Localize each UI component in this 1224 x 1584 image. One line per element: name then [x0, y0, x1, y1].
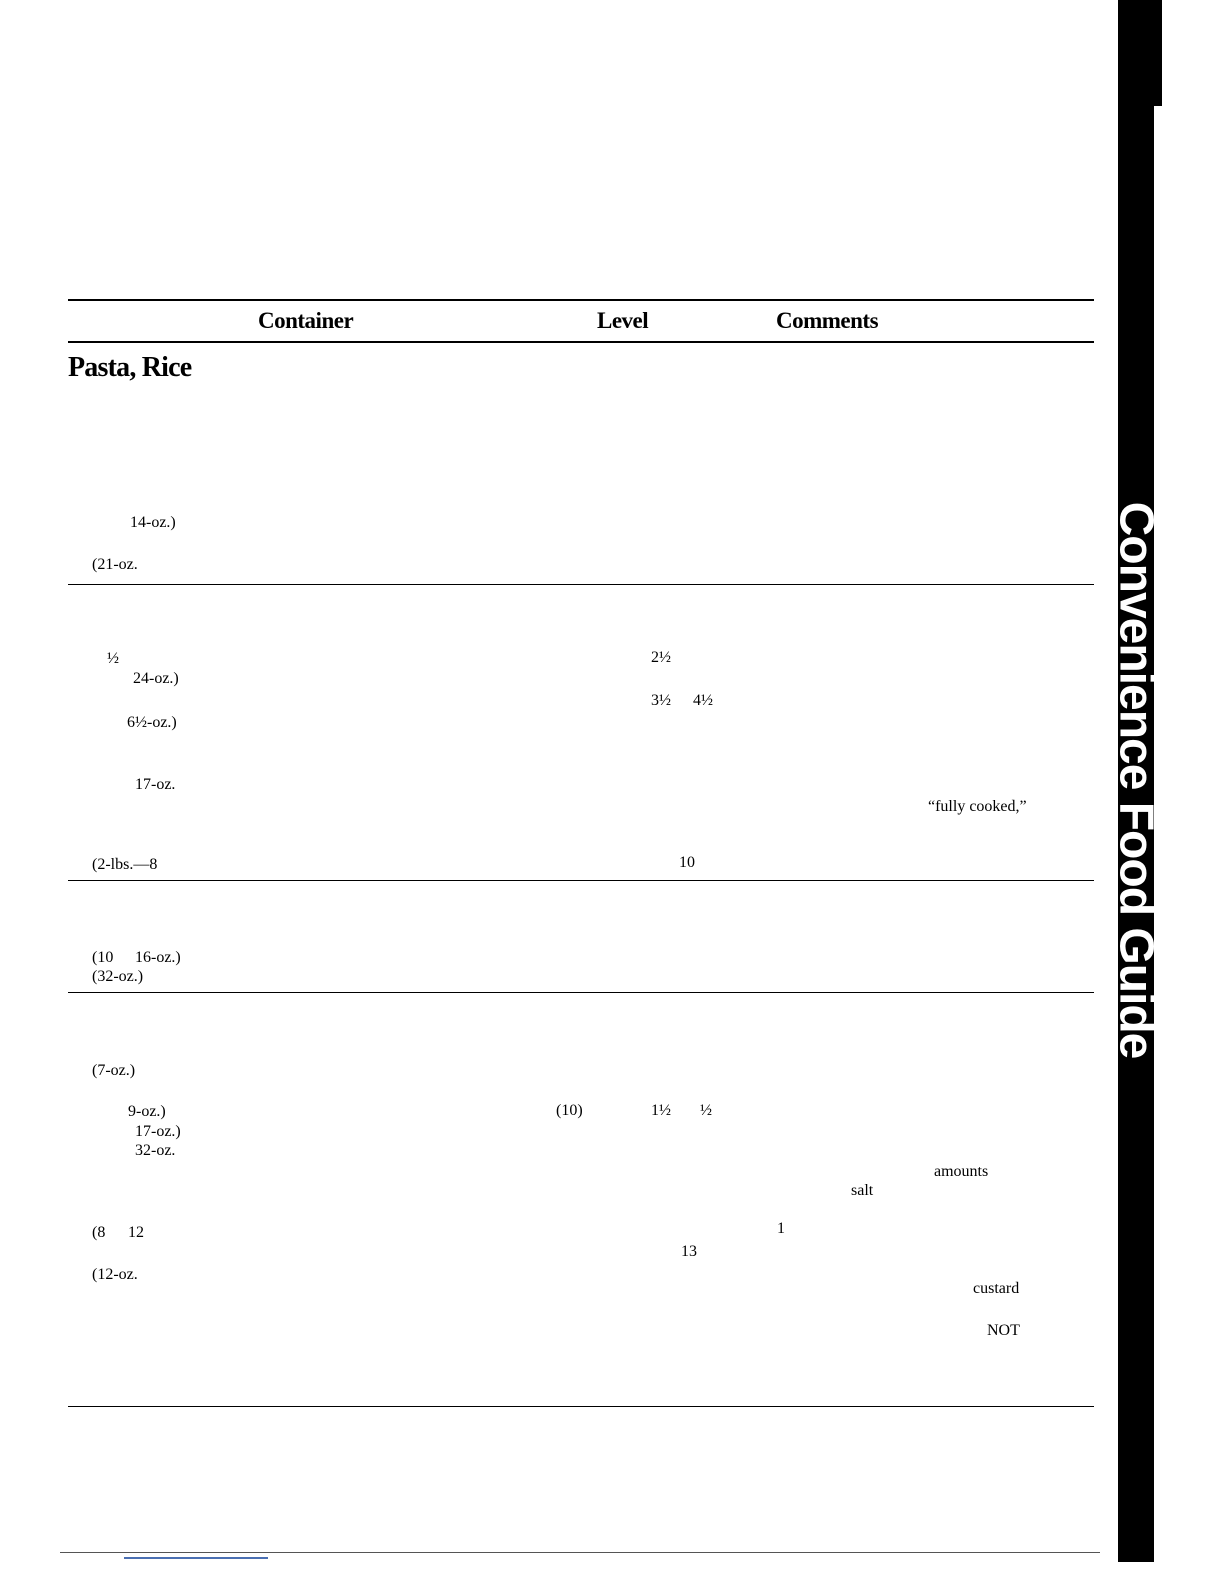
- text-fragment: 2½: [651, 649, 671, 666]
- text-fragment: 4½: [693, 692, 713, 709]
- side-tab-top: [1118, 0, 1162, 106]
- text-fragment: ½: [700, 1102, 712, 1119]
- text-fragment: 32-oz.: [135, 1142, 176, 1159]
- page-bottom-accent: [124, 1557, 268, 1559]
- row-divider: [68, 992, 1094, 993]
- text-fragment: 3½: [651, 692, 671, 709]
- page-bottom-line: [60, 1552, 1100, 1553]
- text-fragment: (10: [92, 949, 114, 966]
- table-bottom-rule: [68, 1406, 1094, 1407]
- text-fragment: 24-oz.): [133, 670, 179, 687]
- text-fragment: salt: [851, 1182, 874, 1199]
- text-fragment: 17-oz.): [135, 1123, 181, 1140]
- column-header-level: Level: [597, 308, 649, 333]
- column-header-comments: Comments: [776, 308, 879, 333]
- text-fragment: (7-oz.): [92, 1062, 136, 1079]
- column-header-container: Container: [258, 308, 354, 333]
- section-title: Pasta, Rice: [68, 352, 192, 383]
- text-fragment: “fully cooked,”: [928, 798, 1027, 815]
- side-tab-label: Convenience Food Guide: [1109, 501, 1163, 1059]
- text-fragment: amounts: [934, 1163, 989, 1180]
- text-fragment: (32-oz.): [92, 968, 144, 985]
- text-fragment: 10: [679, 854, 695, 871]
- text-fragment: (21-oz.: [92, 556, 138, 573]
- text-fragment: (2-lbs.—8: [92, 856, 158, 873]
- text-fragment: 1: [777, 1220, 785, 1237]
- header-top-rule: [68, 299, 1094, 301]
- text-fragment: ½: [107, 650, 119, 667]
- header-bottom-rule: [68, 341, 1094, 343]
- text-fragment: 12: [128, 1224, 144, 1241]
- text-fragment: 6½-oz.): [127, 714, 177, 731]
- text-fragment: 17-oz.: [135, 776, 176, 793]
- text-fragment: custard: [973, 1280, 1020, 1297]
- row-divider: [68, 584, 1094, 585]
- text-fragment: NOT: [987, 1322, 1020, 1339]
- row-divider: [68, 880, 1094, 881]
- text-fragment: (12-oz.: [92, 1266, 138, 1283]
- text-fragment: (8: [92, 1224, 106, 1241]
- text-fragment: 1½: [651, 1102, 671, 1119]
- text-fragment: 16-oz.): [135, 949, 181, 966]
- text-fragment: 14-oz.): [130, 514, 176, 531]
- text-fragment: (10): [556, 1102, 583, 1119]
- text-fragment: 9-oz.): [128, 1103, 166, 1120]
- text-fragment: 13: [681, 1243, 697, 1260]
